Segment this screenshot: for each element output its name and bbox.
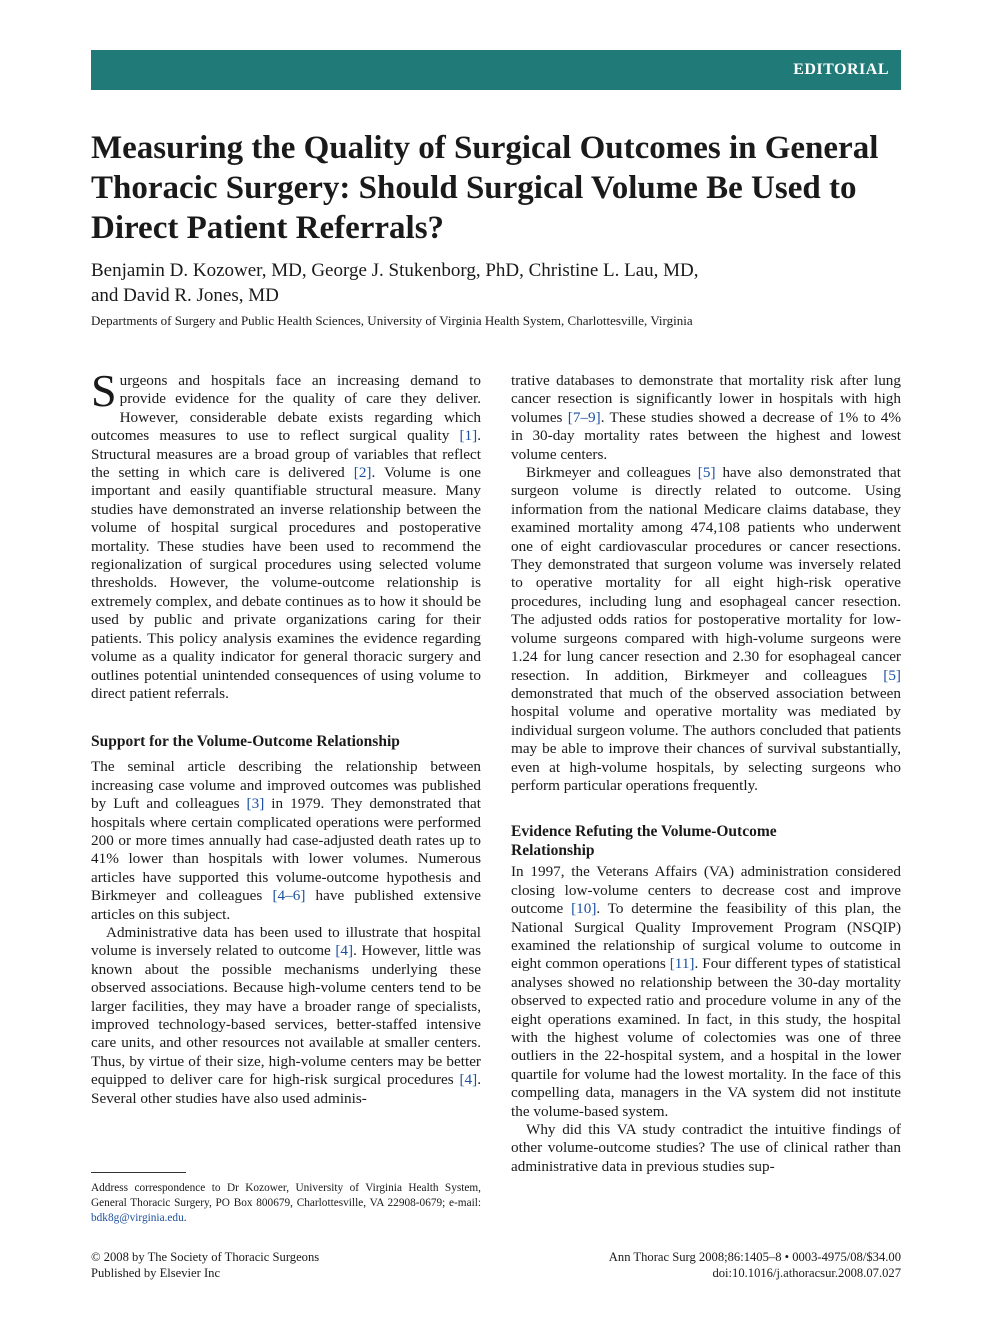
- doi: doi:10.1016/j.athoracsur.2008.07.027: [712, 1265, 901, 1280]
- footnote-text: Address correspondence to Dr Kozower, University of Virginia Health System, General Thoracic Surgery, PO Box 800679, Charlottesville, VA 22908-0679; e-mail:: [91, 1182, 481, 1209]
- intro-paragraph: [91, 365, 481, 703]
- citation-link[interactable]: [4–6]: [272, 887, 306, 905]
- citation-link[interactable]: [11]: [669, 955, 695, 973]
- body-paragraph: [511, 372, 901, 464]
- authors-line-2: and David R. Jones, MD: [91, 285, 279, 306]
- section-banner: [91, 50, 901, 90]
- footer-left: [91, 1250, 319, 1281]
- body-paragraph: Why did this VA study contradict the intuitive findings of other volume-outcome studies? The use of clinical rather than administrative data in previous studies sup-: [511, 1121, 901, 1175]
- paragraph-text: in 1979. They demonstrated that hospitals where certain complicated operations were performed 200 or more times annually had case-adjusted death rates up to 41% lower than hospitals with lower volumes. Numerous articles have supported this volume-outcome hypothesis and Birkmeyer and colleagues: [91, 795, 481, 905]
- citation-link[interactable]: [3]: [246, 795, 265, 813]
- citation-link[interactable]: [2]: [353, 464, 372, 482]
- affiliation: Departments of Surgery and Public Health Sciences, University of Virginia Health System, Charlottesville, Virginia: [91, 313, 693, 328]
- right-column: [511, 372, 901, 1176]
- citation-link[interactable]: [10]: [571, 900, 597, 918]
- section-heading-evidence: Evidence Refuting the Volume-Outcome Relationship: [511, 823, 777, 860]
- section-label: EDITORIAL: [793, 61, 889, 78]
- correspondence-footnote: [91, 1181, 481, 1226]
- paragraph-text: . Four different types of statistical analyses showed no relationship between the 30-day mortality observed to expected ratio and procedure volume in any of the eight operations examined. In fact, in this study, the hospital with the highest volume of colectomies was one of three outliers in the 22-hospital system, and a hospital in the lower quartile for volume had the lowest mortality. In the face of this compelling data, managers in the VA system did not institute the volume-based system.: [511, 955, 901, 1120]
- intro-text-a: urgeons and hospitals face an increasing demand to provide evidence for the quality of care they deliver. However, considerable debate exists regarding which outcomes measures to use to reflect surgical quality: [91, 372, 481, 445]
- paragraph-text: In 1997, the Veterans Affairs (VA) administration considered closing low-volume centers to decrease cost and improve outcome: [511, 863, 901, 918]
- footnote-end: .: [183, 1212, 187, 1224]
- paragraph-text: The seminal article describing the relationship between increasing case volume and improved outcomes was published by Luft and colleagues: [91, 758, 481, 813]
- body-paragraph: [91, 758, 481, 924]
- paragraph-text: . However, little was known about the possible mechanisms underlying these observed associations. Because high-volume centers tend to be larger facilities, they may have a broader range of specialists, improved technology-based services, better-staffed intensive care units, and other resources not available at smaller centers. Thus, by virtue of their size, high-volume centers may be better equipped to deliver care for high-risk surgical procedures: [91, 942, 481, 1089]
- drop-cap: S: [91, 365, 117, 416]
- intro-text-c: . Volume is one important and easily quantifiable structural measure. Many studies have demonstrated an inverse relationship between the volume of hospital surgical procedures and postoperative mortality. These studies have been used to recommend the regionalization of surgical procedures using selected volume thresholds. However, the volume-outcome relationship is extremely complex, and debate continues as to how it should be used by public and private organizations caring for their patients. This policy analysis examines the evidence regarding volume as a quality indicator for general thoracic surgery and outlines potential unintended consequences of using volume to direct patient referrals.: [91, 464, 481, 702]
- paragraph-text: Birkmeyer and colleagues: [526, 464, 698, 482]
- body-paragraph: [511, 464, 901, 795]
- citation-link[interactable]: [1]: [459, 427, 478, 445]
- footer-right: [609, 1250, 901, 1281]
- author-list: [91, 258, 891, 308]
- body-paragraph: [91, 924, 481, 1108]
- paragraph-text: demonstrated that much of the observed association between hospital volume and operative mortality was mediated by individual surgeon volume. The authors concluded that patients may be able to improve their chances of survival substantially, even at high-volume hospitals, by selecting surgeons who perform particular operations frequently.: [511, 684, 901, 794]
- paragraph-text: Administrative data has been used to illustrate that hospital volume is inversely related to outcome: [91, 923, 481, 960]
- copyright: © 2008 by The Society of Thoracic Surgeons: [91, 1250, 320, 1264]
- left-column: [91, 365, 481, 1108]
- citation-link[interactable]: [4]: [335, 942, 354, 960]
- section-heading-support: Support for the Volume-Outcome Relationship: [91, 733, 400, 751]
- email-link[interactable]: bdk8g@virginia.edu: [91, 1212, 184, 1224]
- article-title: Measuring the Quality of Surgical Outcomes in General Thoracic Surgery: Should Surgical Volume Be Used to Direct Patient Referrals?: [91, 130, 879, 246]
- publisher: Published by Elsevier Inc: [91, 1265, 221, 1280]
- paragraph-text: . These studies showed a decrease of 1% to 4% in 30-day mortality rates between the highest and lowest volume centers.: [511, 408, 901, 463]
- intro-text-b: . Structural measures are a broad group of variables that reflect the setting in which care is delivered: [91, 427, 481, 482]
- paragraph-text: have also demonstrated that surgeon volume is directly related to outcome. Using information from the national Medicare claims database, they examined mortality among 474,108 patients who underwent one of eight cardiovascular procedures or cancer resections. They demonstrated that surgeon volume was inversely related to operative mortality for all eight high-risk operative procedures, including lung and esophageal cancer resection. The adjusted odds ratios for postoperative mortality for low-volume surgeons compared with high-volume surgeons were 1.24 for lung cancer resection and 2.30 for esophageal cancer resection. In addition, Birkmeyer and colleagues: [511, 464, 901, 684]
- citation-link[interactable]: [5]: [883, 666, 901, 684]
- paragraph-text: trative databases to demonstrate that mortality risk after lung cancer resection is significantly lower in hospitals with high volumes: [511, 372, 901, 426]
- footnote-divider: [91, 1172, 186, 1173]
- citation-link[interactable]: [5]: [697, 464, 716, 482]
- paragraph-text: . Several other studies have also used adminis-: [91, 1071, 481, 1107]
- authors-line-1: Benjamin D. Kozower, MD, George J. Stukenborg, PhD, Christine L. Lau, MD,: [91, 260, 699, 281]
- journal-citation: Ann Thorac Surg 2008;86:1405–8 • 0003-4975/08/$34.00: [608, 1250, 901, 1264]
- paragraph-text: have published extensive articles on this subject.: [91, 887, 481, 923]
- body-paragraph: [511, 863, 901, 1121]
- citation-link[interactable]: [7–9]: [567, 408, 601, 426]
- paragraph-text: . To determine the feasibility of this plan, the National Surgical Quality Improvement Program (NSQIP) examined the relationship of surgical volume to outcome in eight common operations: [511, 900, 902, 973]
- citation-link[interactable]: [4]: [459, 1071, 478, 1089]
